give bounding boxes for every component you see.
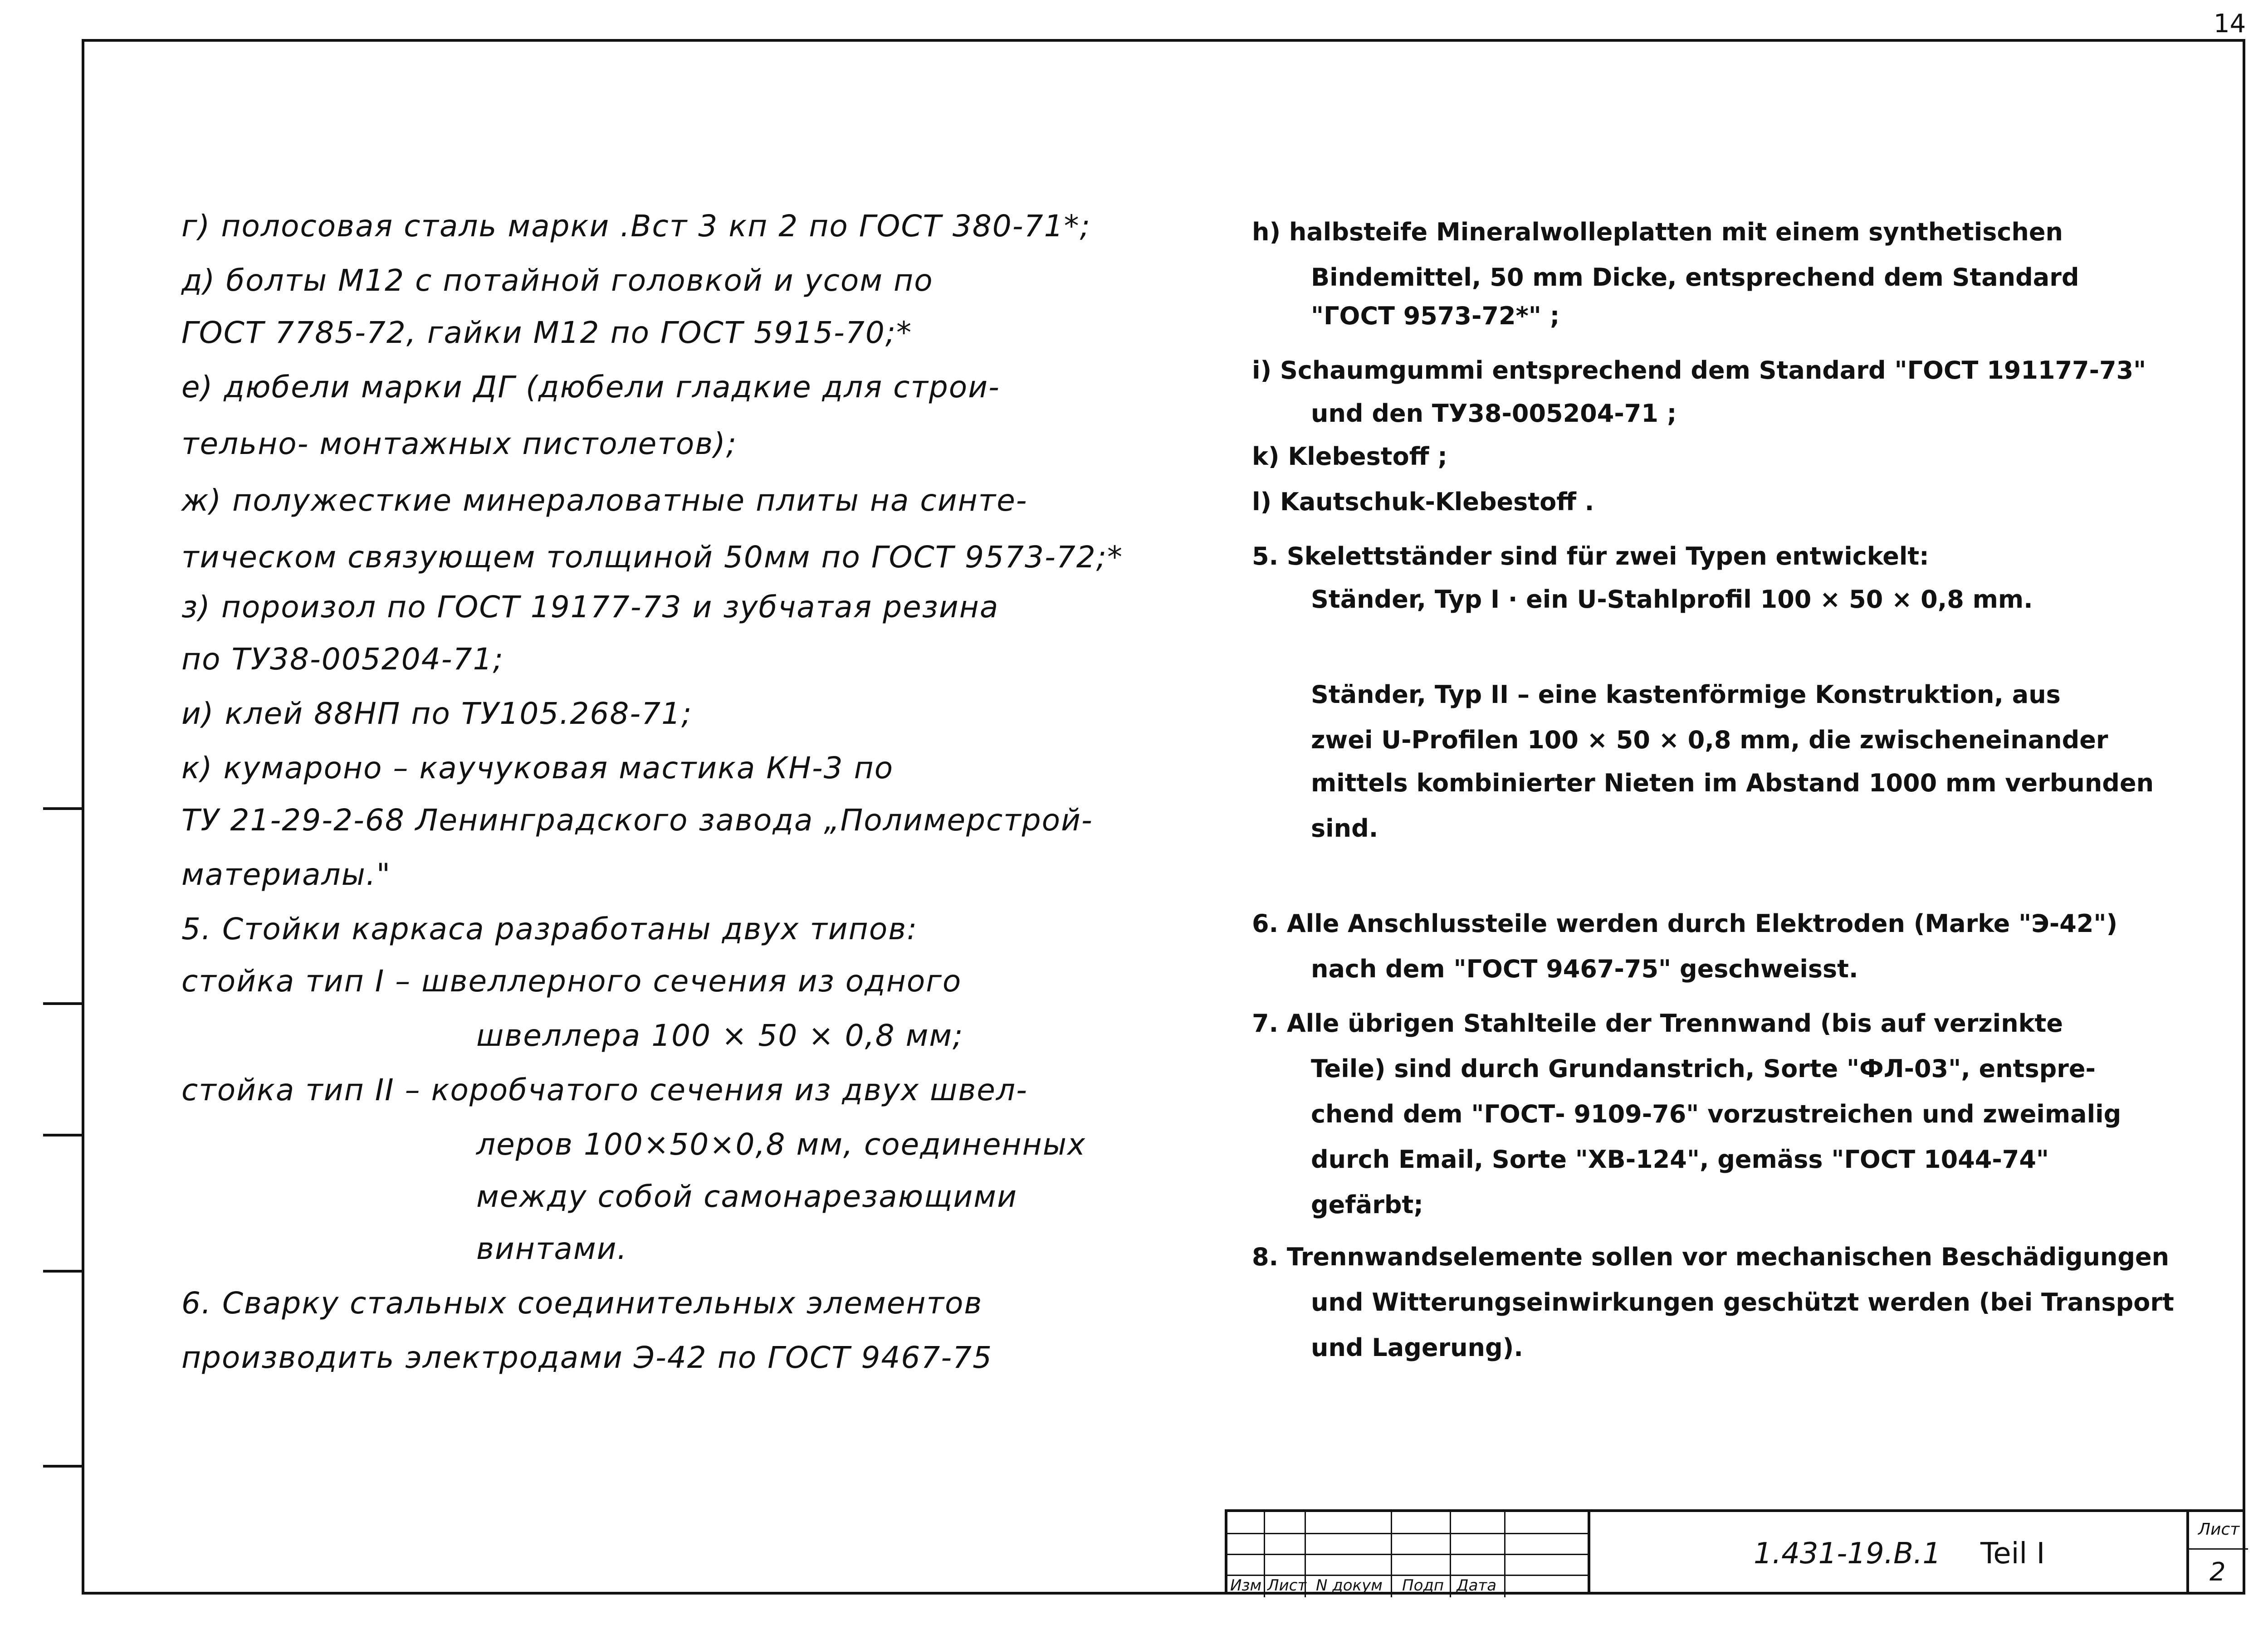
text-line: und Lagerung).: [1311, 1333, 1523, 1362]
text-line: 6. Alle Anschlussteile werden durch Elektroden (Marke "Э-42"): [1252, 909, 2118, 938]
text-line: Bindemittel, 50 mm Dicke, entsprechend dem Standard: [1311, 263, 2079, 292]
text-line: тельно- монтажных пистолетов);: [181, 426, 738, 461]
text-line: Ständer, Typ II – eine kastenförmige Konstruktion, aus: [1311, 680, 2061, 709]
text-line: швеллера 100 × 50 × 0,8 мм;: [476, 1018, 964, 1053]
text-line: mittels kombinierter Nieten im Abstand 1000 mm verbunden: [1311, 769, 2154, 797]
sheet-number-cell: [2186, 1509, 2245, 1595]
text-line: und den ТУ38-005204-71 ;: [1311, 399, 1677, 428]
document-designation-cell: [1588, 1509, 2186, 1595]
sheet-value: 2: [2209, 1557, 2226, 1587]
stamp-label-sheet: Лист: [1267, 1576, 1307, 1595]
text-line: винтами.: [476, 1231, 628, 1266]
document-part: Teil I: [1980, 1537, 2045, 1571]
sheet-label: Лист: [2198, 1520, 2240, 1539]
stamp-label-revision: Изм: [1230, 1576, 1262, 1595]
margin-tick: [43, 1270, 82, 1273]
text-line: chend dem "ГОСТ- 9109-76" vorzustreichen und zweimalig: [1311, 1100, 2121, 1128]
stamp-label-date: Дата: [1457, 1576, 1497, 1595]
text-line: l) Kautschuk-Klebestoff .: [1252, 488, 1594, 516]
text-line: zwei U-Profilen 100 × 50 × 0,8 mm, die zwischeneinander: [1311, 726, 2108, 754]
text-line: д) болты М12 с потайной головкой и усом по: [181, 263, 934, 298]
text-line: материалы.": [181, 857, 391, 892]
text-line: durch Email, Sorte "ХВ-124", gemäss "ГОСТ 1044-74": [1311, 1145, 2049, 1174]
text-line: к) кумароно – каучуковая мастика КН-3 по: [181, 751, 894, 785]
document-code: 1.431-19.В.1: [1754, 1537, 1941, 1571]
text-line: und Witterungseinwirkungen geschützt werden (bei Transport: [1311, 1288, 2174, 1317]
text-line: стойка тип II – коробчатого сечения из двух швел-: [181, 1073, 1028, 1107]
margin-tick: [43, 807, 82, 810]
text-line: 8. Trennwandselemente sollen vor mechanischen Beschädigungen: [1252, 1243, 2170, 1271]
stamp-label-signature: Подп: [1402, 1576, 1444, 1595]
margin-tick: [43, 1002, 82, 1005]
text-line: ТУ 21-29-2-68 Ленинградского завода „Полимерстрой-: [181, 803, 1093, 838]
text-line: Teile) sind durch Grundanstrich, Sorte "ФЛ-03", entspre-: [1311, 1054, 2096, 1083]
text-line: стойка тип I – швеллерного сечения из одного: [181, 964, 962, 999]
text-line: ГОСТ 7785-72, гайки М12 по ГОСТ 5915-70;*: [181, 315, 913, 350]
text-line: з) пороизол по ГОСТ 19177-73 и зубчатая резина: [181, 590, 999, 624]
text-line: "ГОСТ 9573-72*" ;: [1311, 302, 1560, 330]
text-line: ж) полужесткие минераловатные плиты на синте-: [181, 483, 1028, 518]
text-line: nach dem "ГОСТ 9467-75" geschweisst.: [1311, 955, 1858, 983]
text-line: леров 100×50×0,8 мм, соединенных: [476, 1127, 1086, 1162]
title-block: [1225, 1509, 2245, 1595]
text-line: между собой самонарезающими: [476, 1179, 1017, 1214]
text-line: г) полосовая сталь марки .Вст 3 кп 2 по ГОСТ 380-71*;: [181, 209, 1091, 244]
text-line: 6. Сварку стальных соединительных элементов: [181, 1286, 983, 1321]
margin-tick: [43, 1134, 82, 1136]
text-line: Ständer, Typ I · ein U-Stahlprofil 100 × 50 × 0,8 mm.: [1311, 585, 2033, 614]
top-sheet-number: 14: [2214, 9, 2246, 39]
margin-tick: [43, 1465, 82, 1468]
stamp-label-document-number: N докум: [1316, 1576, 1383, 1595]
text-line: 7. Alle übrigen Stahlteile der Trennwand (bis auf verzinkte: [1252, 1009, 2063, 1038]
text-line: по ТУ38-005204-71;: [181, 642, 504, 677]
text-line: е) дюбели марки ДГ (дюбели гладкие для строи-: [181, 370, 1000, 405]
text-line: k) Klebestoff ;: [1252, 442, 1447, 471]
revision-grid: [1225, 1509, 1588, 1595]
text-line: производить электродами Э-42 по ГОСТ 9467-75: [181, 1340, 993, 1375]
text-line: h) halbsteife Mineralwolleplatten mit einem synthetischen: [1252, 218, 2063, 246]
text-line: и) клей 88НП по ТУ105.268-71;: [181, 696, 693, 731]
text-line: sind.: [1311, 814, 1378, 843]
text-line: 5. Стойки каркаса разработаны двух типов:: [181, 912, 918, 946]
text-line: gefärbt;: [1311, 1190, 1423, 1219]
text-line: i) Schaumgummi entsprechend dem Standard "ГОСТ 191177-73": [1252, 356, 2146, 385]
text-line: тическом связующем толщиной 50мм по ГОСТ 9573-72;*: [181, 540, 1124, 575]
text-line: 5. Skelettständer sind für zwei Typen entwickelt:: [1252, 542, 1929, 571]
